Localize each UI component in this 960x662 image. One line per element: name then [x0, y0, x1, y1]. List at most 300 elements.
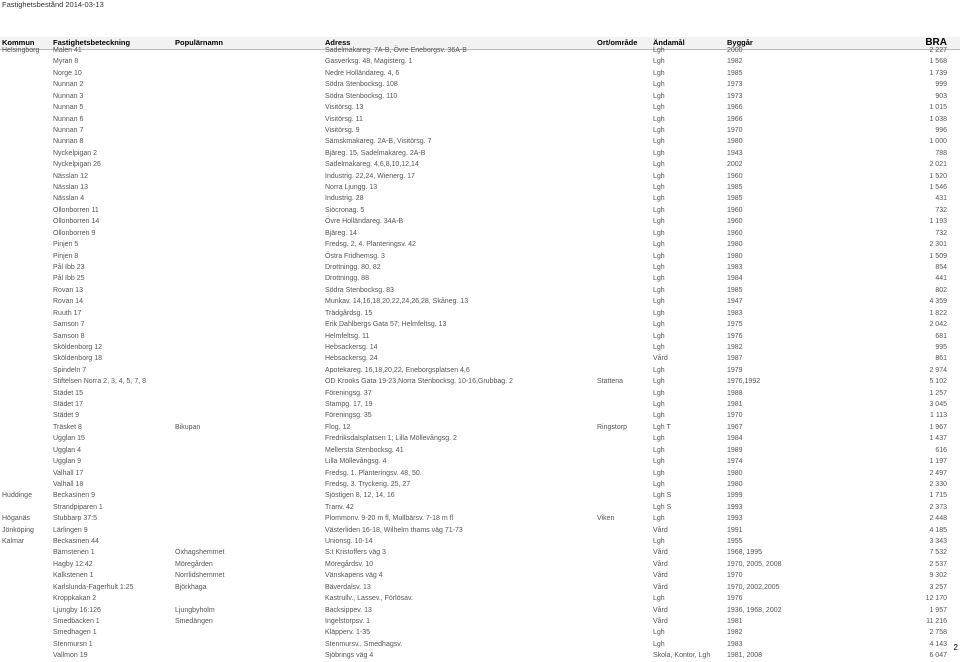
- cell-adress: Helmfeltsg. 11: [325, 332, 370, 340]
- cell-andamal: Lgh: [653, 595, 665, 603]
- cell-bra: 3 343: [929, 538, 947, 546]
- cell-kommun: Jönköping: [2, 526, 34, 534]
- cell-adress: Bjäreg. 15, Sadelmakareg. 2A-B: [325, 149, 426, 157]
- table-row: [0, 433, 960, 444]
- cell-bra: 1 193: [929, 218, 947, 226]
- table-row: [0, 490, 960, 501]
- cell-byggar: 1960: [727, 206, 743, 214]
- cell-fastighetsbeteckning: Städet 15: [53, 389, 83, 397]
- cell-fastighetsbeteckning: Nunnan 8: [53, 138, 84, 146]
- cell-adress: Västerliden 16-18, Wilhelm thams väg 71-73: [325, 526, 463, 534]
- cell-adress: Siöcronag. 5: [325, 206, 365, 214]
- cell-fastighetsbeteckning: Ljungby 16:126: [53, 606, 101, 614]
- table-row: [0, 559, 960, 570]
- cell-adress: Stampg. 17, 19: [325, 401, 373, 409]
- column-header-byggar: Byggår: [727, 38, 753, 47]
- cell-adress: Södra Stenbocksg. 83: [325, 286, 394, 294]
- cell-byggar: 1988: [727, 389, 743, 397]
- table-row: [0, 68, 960, 79]
- cell-adress: Övre Holländareg. 34A-B: [325, 218, 404, 226]
- cell-byggar: 1970: [727, 126, 743, 134]
- cell-bra: 3 045: [929, 401, 947, 409]
- cell-adress: Kastrullv., Lassev., Förlösav.: [325, 595, 413, 603]
- cell-fastighetsbeteckning: Hagby 12:42: [53, 560, 93, 568]
- cell-bra: 2 448: [929, 515, 947, 523]
- cell-adress: Visitörsg. 13: [325, 104, 364, 112]
- cell-fastighetsbeteckning: Nunnan 2: [53, 81, 84, 89]
- cell-fastighetsbeteckning: Valhall 17: [53, 469, 84, 477]
- table-row: [0, 547, 960, 558]
- cell-bra: 7 532: [929, 549, 947, 557]
- cell-byggar: 1984: [727, 275, 743, 283]
- cell-byggar: 1983: [727, 309, 743, 317]
- cell-fastighetsbeteckning: Stenmursn 1: [53, 640, 93, 648]
- cell-adress: Unionsg. 10-14: [325, 538, 373, 546]
- cell-bra: 1 000: [929, 138, 947, 146]
- column-header-andamal: Ändamål: [653, 38, 685, 47]
- cell-adress: Hebsackersg. 14: [325, 343, 378, 351]
- cell-byggar: 1936, 1968, 2002: [727, 606, 782, 614]
- cell-bra: 1 015: [929, 104, 947, 112]
- table-row: [0, 102, 960, 113]
- cell-fastighetsbeteckning: Ugglan 15: [53, 435, 85, 443]
- cell-bra: 1 257: [929, 389, 947, 397]
- cell-andamal: Vård: [653, 560, 668, 568]
- table-row: [0, 468, 960, 479]
- cell-fastighetsbeteckning: Rovan 14: [53, 298, 83, 306]
- cell-andamal: Vård: [653, 606, 668, 614]
- table-row: [0, 205, 960, 216]
- cell-fastighetsbeteckning: Ollonborren 9: [53, 229, 96, 237]
- cell-bra: 2 227: [929, 47, 947, 54]
- cell-bra: 4 143: [929, 640, 947, 648]
- cell-fastighetsbeteckning: Ollonborren 11: [53, 206, 99, 214]
- cell-fastighetsbeteckning: Samson 8: [53, 332, 85, 340]
- table-row: [0, 45, 960, 56]
- table-row: [0, 262, 960, 273]
- cell-bra: 788: [935, 149, 947, 157]
- cell-fastighetsbeteckning: Stiftelsen Norra 2, 3, 4, 5, 7, 8: [53, 378, 146, 386]
- cell-andamal: Lgh S: [653, 503, 672, 511]
- cell-byggar: 1955: [727, 538, 743, 546]
- cell-popularnamn: Ljungbyholm: [175, 606, 215, 614]
- cell-andamal: Lgh: [653, 58, 665, 66]
- cell-andamal: Lgh: [653, 47, 665, 54]
- cell-bra: 2 537: [929, 560, 947, 568]
- table-row: [0, 627, 960, 638]
- cell-adress: Lilla Möllevångsg. 4: [325, 458, 387, 466]
- table-row: [0, 525, 960, 536]
- cell-andamal: Vård: [653, 355, 668, 363]
- cell-bra: 1 957: [929, 606, 947, 614]
- cell-andamal: Lgh: [653, 286, 665, 294]
- cell-byggar: 1970: [727, 572, 743, 580]
- cell-andamal: Lgh: [653, 458, 665, 466]
- cell-andamal: Lgh: [653, 161, 665, 169]
- cell-fastighetsbeteckning: Nässlan 13: [53, 184, 89, 192]
- cell-adress: Drottningg. 88: [325, 275, 369, 283]
- table-row: [0, 639, 960, 650]
- cell-fastighetsbeteckning: Malen 41: [53, 47, 82, 54]
- cell-bra: 2 497: [929, 469, 947, 477]
- cell-adress: Fredsg. 1. Planteringsv. 48, 50.: [325, 469, 422, 477]
- cell-adress: Bäverdalsv. 13: [325, 583, 371, 591]
- cell-fastighetsbeteckning: Ruuth 17: [53, 309, 82, 317]
- cell-adress: Industrig. 22,24, Wienerg. 17: [325, 172, 415, 180]
- column-header-fastighetsbeteckning: Fastighetsbeteckning: [53, 38, 131, 47]
- table-row: [0, 616, 960, 627]
- cell-andamal: Lgh: [653, 184, 665, 192]
- cell-byggar: 1982: [727, 58, 743, 66]
- cell-adress: Fredsg. 3. Tryckerig. 25, 27: [325, 480, 411, 488]
- cell-byggar: 1982: [727, 343, 743, 351]
- cell-bra: 1 739: [929, 69, 947, 77]
- table-row: [0, 285, 960, 296]
- cell-andamal: Lgh: [653, 640, 665, 648]
- cell-bra: 1 967: [929, 423, 947, 431]
- cell-fastighetsbeteckning: Nässlan 12: [53, 172, 89, 180]
- cell-bra: 681: [935, 332, 947, 340]
- cell-fastighetsbeteckning: Spindeln 7: [53, 366, 87, 374]
- cell-fastighetsbeteckning: Valhall 18: [53, 480, 84, 488]
- cell-fastighetsbeteckning: Kalkstenen 1: [53, 572, 94, 580]
- cell-bra: 2 042: [929, 321, 947, 329]
- cell-andamal: Lgh: [653, 275, 665, 283]
- cell-adress: Bjäreg. 14: [325, 229, 357, 237]
- cell-byggar: 2000: [727, 47, 743, 54]
- cell-fastighetsbeteckning: Ugglan 4: [53, 446, 82, 454]
- cell-fastighetsbeteckning: Pinjen 5: [53, 241, 79, 249]
- table-row: [0, 114, 960, 125]
- cell-andamal: Lgh: [653, 229, 665, 237]
- cell-bra: 11 216: [926, 618, 947, 625]
- cell-andamal: Lgh: [653, 469, 665, 477]
- cell-fastighetsbeteckning: Myran 8: [53, 58, 79, 66]
- table-row: [0, 296, 960, 307]
- cell-bra: 3 257: [929, 583, 947, 591]
- cell-fastighetsbeteckning: Nyckelpigan 2: [53, 149, 97, 157]
- cell-bra: 1 509: [929, 252, 947, 260]
- cell-fastighetsbeteckning: Städet 9: [53, 412, 80, 420]
- cell-fastighetsbeteckning: Karlslunda-Fagerhult 1:25: [53, 583, 134, 591]
- cell-byggar: 2002: [727, 161, 743, 169]
- cell-byggar: 1960: [727, 218, 743, 226]
- cell-adress: Kläpperv. 1-35: [325, 629, 371, 637]
- cell-andamal: Lgh: [653, 321, 665, 329]
- cell-byggar: 1985: [727, 286, 743, 294]
- cell-adress: Munkav. 14,16,18,20,22,24,26,28, Skåneg. 13: [325, 298, 469, 306]
- cell-andamal: Skola, Kontor, Lgh: [653, 652, 711, 660]
- cell-bra: 2 021: [929, 161, 947, 169]
- cell-adress: Föreningsg. 35: [325, 412, 372, 420]
- cell-fastighetsbeteckning: Beckasinen 9: [53, 492, 96, 500]
- cell-fastighetsbeteckning: Smedhagen 1: [53, 629, 97, 637]
- table-row: [0, 148, 960, 159]
- cell-fastighetsbeteckning: Pål Ibb 25: [53, 275, 85, 283]
- cell-adress: Apotekareg. 16,18,20,22, Eneborgsplatsen 4,6: [325, 366, 470, 374]
- table-row: [0, 228, 960, 239]
- cell-andamal: Lgh: [653, 629, 665, 637]
- cell-adress: Östra Fridhemsg. 3: [325, 252, 385, 260]
- cell-byggar: 1960: [727, 229, 743, 237]
- cell-adress: S:t Kristoffers väg 3: [325, 549, 386, 557]
- cell-bra: 802: [935, 286, 947, 294]
- cell-byggar: 1985: [727, 69, 743, 77]
- cell-fastighetsbeteckning: Sköldenborg 12: [53, 343, 103, 351]
- cell-andamal: Lgh S: [653, 492, 672, 500]
- cell-andamal: Lgh: [653, 446, 665, 454]
- cell-ort-omrade: Viken: [597, 515, 615, 523]
- table-row: [0, 502, 960, 513]
- cell-andamal: Lgh: [653, 309, 665, 317]
- table-row: [0, 605, 960, 616]
- column-header-adress: Adress: [325, 38, 351, 47]
- cell-andamal: Vård: [653, 526, 668, 534]
- table-row: [0, 193, 960, 204]
- cell-byggar: 1983: [727, 263, 743, 271]
- cell-bra: 12 170: [925, 595, 947, 603]
- cell-fastighetsbeteckning: Sköldenborg 18: [53, 355, 103, 363]
- cell-andamal: Lgh: [653, 206, 665, 214]
- cell-andamal: Lgh: [653, 149, 665, 157]
- cell-byggar: 1980: [727, 480, 743, 488]
- cell-bra: 5 102: [929, 378, 947, 386]
- table-row: [0, 159, 960, 170]
- cell-fastighetsbeteckning: Norge 10: [53, 69, 82, 77]
- cell-ort-omrade: Ringstorp: [597, 423, 627, 431]
- cell-andamal: Vård: [653, 618, 668, 625]
- table-row: [0, 513, 960, 524]
- cell-andamal: Lgh: [653, 515, 665, 523]
- cell-ort-omrade: Stattena: [597, 378, 624, 386]
- cell-bra: 903: [935, 92, 947, 100]
- cell-kommun: Kalmar: [2, 538, 25, 546]
- table-row: [0, 422, 960, 433]
- cell-adress: Nedre Holländareg. 4, 6: [325, 69, 400, 77]
- column-header-ort-omrade: Ort/område: [597, 38, 638, 47]
- cell-adress: Trädgårdsg. 15: [325, 309, 373, 317]
- cell-bra: 999: [935, 81, 947, 89]
- cell-bra: 1 568: [929, 58, 947, 66]
- cell-adress: Tranv. 42: [325, 503, 354, 511]
- cell-adress: Sjöstigen 8, 12, 14, 16: [325, 492, 395, 500]
- cell-adress: Industrig. 28: [325, 195, 364, 203]
- cell-byggar: 1983: [727, 640, 743, 648]
- cell-andamal: Lgh: [653, 412, 665, 420]
- table-row: [0, 410, 960, 421]
- cell-kommun: Huddinge: [2, 492, 32, 500]
- table-row: [0, 365, 960, 376]
- cell-fastighetsbeteckning: Samson 7: [53, 321, 85, 329]
- table-row: [0, 593, 960, 604]
- cell-fastighetsbeteckning: Lärlingen 9: [53, 526, 88, 534]
- cell-bra: 995: [935, 343, 947, 351]
- cell-kommun: Höganäs: [2, 515, 31, 523]
- cell-adress: Södra Stenbocksg. 110: [325, 92, 398, 100]
- cell-fastighetsbeteckning: Pinjen 8: [53, 252, 79, 260]
- cell-byggar: 1980: [727, 469, 743, 477]
- cell-fastighetsbeteckning: Vallmon 19: [53, 652, 88, 660]
- table-row: [0, 353, 960, 364]
- cell-bra: 441: [935, 275, 947, 283]
- cell-byggar: 1947: [727, 298, 743, 306]
- cell-byggar: 1968, 1995: [727, 549, 763, 557]
- cell-andamal: Lgh: [653, 126, 665, 134]
- cell-bra: 996: [935, 126, 947, 134]
- cell-andamal: Lgh: [653, 378, 665, 386]
- cell-adress: Flog. 12: [325, 423, 351, 431]
- cell-andamal: Lgh: [653, 401, 665, 409]
- cell-andamal: Lgh: [653, 138, 665, 146]
- cell-andamal: Lgh: [653, 218, 665, 226]
- cell-byggar: 1980: [727, 241, 743, 249]
- cell-bra: 1 038: [929, 115, 947, 123]
- cell-byggar: 1985: [727, 184, 743, 192]
- cell-fastighetsbeteckning: Rovan 13: [53, 286, 83, 294]
- cell-andamal: Lgh: [653, 480, 665, 488]
- cell-bra: 854: [935, 263, 947, 271]
- cell-kommun: Helsingborg: [2, 47, 40, 54]
- cell-fastighetsbeteckning: Strandpiparen 1: [53, 503, 103, 511]
- cell-adress: Ingelstorpsv. 1: [325, 618, 371, 625]
- cell-bra: 1 520: [929, 172, 947, 180]
- table-row: [0, 456, 960, 467]
- cell-adress: Stenmursv., Smedhagsv.: [325, 640, 403, 648]
- table-row: [0, 56, 960, 67]
- cell-andamal: Lgh T: [653, 423, 671, 431]
- table-row: [0, 650, 960, 661]
- table-row: [0, 376, 960, 387]
- cell-fastighetsbeteckning: Nunnan 3: [53, 92, 84, 100]
- cell-byggar: 1984: [727, 435, 743, 443]
- cell-bra: 1 715: [929, 492, 947, 500]
- cell-fastighetsbeteckning: Nunnan 7: [53, 126, 84, 134]
- cell-popularnamn: Smedängen: [175, 618, 213, 625]
- cell-andamal: Lgh: [653, 115, 665, 123]
- cell-andamal: Lgh: [653, 298, 665, 306]
- cell-andamal: Lgh: [653, 366, 665, 374]
- table-row: [0, 125, 960, 136]
- cell-byggar: 1993: [727, 503, 743, 511]
- cell-bra: 4 359: [929, 298, 947, 306]
- cell-andamal: Lgh: [653, 195, 665, 203]
- cell-adress: Erik Dahlbergs Gata 57; Helmfeltsg. 13: [325, 321, 447, 329]
- cell-fastighetsbeteckning: Beckasinen 44: [53, 538, 99, 546]
- document-header: Fastighetsbestånd 2014-03-13: [2, 0, 104, 9]
- cell-fastighetsbeteckning: Nunnan 6: [53, 115, 84, 123]
- cell-andamal: Lgh: [653, 435, 665, 443]
- cell-adress: Hebsackersg. 24: [325, 355, 378, 363]
- table-row: [0, 171, 960, 182]
- cell-andamal: Lgh: [653, 172, 665, 180]
- table-row: [0, 479, 960, 490]
- cell-andamal: Lgh: [653, 263, 665, 271]
- cell-byggar: 1970, 2005, 2008: [727, 560, 782, 568]
- cell-andamal: Lgh: [653, 538, 665, 546]
- cell-byggar: 1991: [727, 526, 743, 534]
- table-row: [0, 331, 960, 342]
- cell-adress: Backsippev. 13: [325, 606, 372, 614]
- cell-byggar: 1999: [727, 492, 743, 500]
- table-row: [0, 216, 960, 227]
- table-row: [0, 91, 960, 102]
- cell-bra: 2 974: [929, 366, 947, 374]
- table-row: [0, 536, 960, 547]
- cell-popularnamn: Möregården: [175, 560, 213, 568]
- cell-bra: 2 330: [929, 480, 947, 488]
- cell-bra: 9 302: [929, 572, 947, 580]
- cell-adress: Visitörsg. 9: [325, 126, 360, 134]
- cell-byggar: 1981: [727, 401, 743, 409]
- cell-byggar: 1966: [727, 104, 743, 112]
- cell-byggar: 1960: [727, 172, 743, 180]
- cell-byggar: 1980: [727, 138, 743, 146]
- table-row: [0, 308, 960, 319]
- cell-adress: Drottningg. 80, 82: [325, 263, 381, 271]
- table-row: [0, 273, 960, 284]
- cell-bra: 4 185: [929, 526, 947, 534]
- table-row: [0, 319, 960, 330]
- cell-andamal: Vård: [653, 583, 668, 591]
- column-header-kommun: Kommun: [2, 38, 35, 47]
- table-row: [0, 251, 960, 262]
- cell-adress: Plommonv. 9-20 m fl, Mullbärsv. 7-18 m fl: [325, 515, 454, 523]
- cell-byggar: 1975: [727, 321, 743, 329]
- cell-andamal: Lgh: [653, 81, 665, 89]
- cell-bra: 1 197: [929, 458, 947, 466]
- cell-byggar: 1985: [727, 195, 743, 203]
- cell-fastighetsbeteckning: Pål Ibb 23: [53, 263, 85, 271]
- cell-byggar: 1981, 2008: [727, 652, 763, 660]
- table-row: [0, 582, 960, 593]
- table-row: [0, 445, 960, 456]
- cell-adress: Visitörsg. 11: [325, 115, 363, 123]
- cell-fastighetsbeteckning: Nunnan 5: [53, 104, 84, 112]
- cell-popularnamn: Norrlidshemmet: [175, 572, 225, 580]
- cell-andamal: Lgh: [653, 92, 665, 100]
- cell-bra: 2 758: [929, 629, 947, 637]
- cell-bra: 732: [935, 206, 947, 214]
- cell-bra: 861: [935, 355, 947, 363]
- column-header-bra: BRA: [925, 37, 947, 48]
- cell-byggar: 1987: [727, 355, 743, 363]
- cell-adress: Möregårdsv. 10: [325, 560, 374, 568]
- cell-adress: Norra Ljungg. 13: [325, 184, 378, 192]
- table-row: [0, 399, 960, 410]
- cell-byggar: 1976: [727, 595, 743, 603]
- cell-fastighetsbeteckning: Träsket 8: [53, 423, 82, 431]
- cell-bra: 6 047: [929, 652, 947, 660]
- cell-fastighetsbeteckning: Bärnstenen 1: [53, 549, 95, 557]
- cell-adress: Sjöbrings väg 4: [325, 652, 374, 660]
- table-row: [0, 570, 960, 581]
- cell-adress: Sämskmakareg. 2A-B, Visitörsg. 7: [325, 138, 432, 146]
- cell-bra: 616: [935, 446, 947, 454]
- cell-byggar: 1980: [727, 252, 743, 260]
- cell-fastighetsbeteckning: Nyckelpigan 26: [53, 161, 101, 169]
- cell-bra: 732: [935, 229, 947, 237]
- cell-andamal: Lgh: [653, 389, 665, 397]
- cell-bra: 2 373: [929, 503, 947, 511]
- cell-adress: Mellersta Stenbocksg. 41: [325, 446, 404, 454]
- cell-bra: 2 301: [929, 241, 947, 249]
- cell-fastighetsbeteckning: Nässlan 4: [53, 195, 85, 203]
- cell-byggar: 1966: [727, 115, 743, 123]
- cell-fastighetsbeteckning: Ugglan 9: [53, 458, 82, 466]
- cell-byggar: 1976,1992: [727, 378, 761, 386]
- column-header-popularnamn: Populärnamn: [175, 38, 223, 47]
- cell-andamal: Lgh: [653, 343, 665, 351]
